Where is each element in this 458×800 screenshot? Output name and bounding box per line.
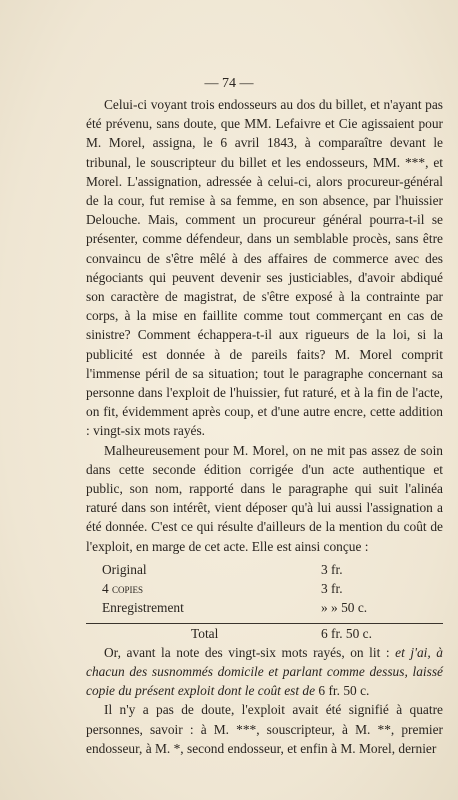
cost-total-row [86,623,443,643]
paragraph-2: Malheureusement pour M. Morel, on ne mit pas assez de soin dans cette seconde édition corrigée d'un acte authentique et public, son nom, rapporté dans le paragraphe qui suit l'alinéa raturé dans son intérêt, vient déposer qu'à lui aussi l'assignation a été donnée. C'est ce qui résulte d'ailleurs de la mention du coût de l'exploit, en marge de cet acte. Elle est ainsi conçue : [86,442,443,554]
paragraph-3-plain: Or, avant la note des vingt-six mots rayés, on lit : [104,644,396,660]
cost-row-copies [86,579,443,598]
cost-label: 4 copies [102,580,144,596]
paragraph-3-amount: 6 fr. 50 c. [315,683,370,699]
cost-label: Original [102,561,147,577]
total-label: Total [86,623,291,643]
total-value: 6 fr. 50 c. [291,623,443,643]
cost-value: 3 fr. [321,561,343,577]
paragraph-4: Il n'y a pas de doute, l'exploit avait été signifié à quatre personnes, savoir : à M. ***, souscripteur, à M. **, premier endosseur, à M. *, second endosseur, et enfin à M. Morel, dernier [86,702,443,756]
cost-table [86,560,443,643]
cost-row-original [86,560,443,579]
cost-row-registration [86,598,443,617]
paragraph-1: Celui-ci voyant trois endosseurs au dos du billet, et n'ayant pas été prévenu, sans doute, que MM. Lefaivre et Cie agissaient pour M. Morel, assigna, le 6 avril 1843, à comparaître devant le tribunal, le souscripteur du billet et les endosseurs, MM. ***, et Morel. L'assignation, adressée à celui-ci, alors procureur-général de la cour, fut remise à sa femme, en son absence, par l'huissier Delouche. Mais, comment un procureur général pourra-t-il se présenter, comme défendeur, dans un semblable procès, sans être convaincu de s'être mêlé à des affaires de commerce avec des négociants qui peuvent devenir ses justiciables, d'avoir abdiqué son caractère de magistrat, de s'être exposé à la contrainte par corps, à la mise en faillite comme tout commerçant en cas de sinistre? Comment échappera-t-il aux rigueurs de la loi, si la publicité est donnée à de pareils faits? M. Morel comprit l'immense péril de sa situation; tout le paragraphe concernant sa personne dans l'exploit de l'huissier, fut raturé, et à la fin de l'acte, on fit, évidemment après coup, et d'une autre encre, cette addition : vingt-six mots rayés. [86,97,443,439]
paragraph-3-quote: et j'ai, à chacun des susnommés domicile et parlant comme dessus, laissé copie du présent exploit dont le coût est de [86,644,443,699]
cost-label: Enregistrement [102,599,184,615]
cost-value: » » 50 c. [321,599,368,615]
page-body [86,95,443,758]
page-number: — 74 — [204,76,254,91]
paragraph-3 [86,643,443,701]
cost-value: 3 fr. [321,580,343,596]
